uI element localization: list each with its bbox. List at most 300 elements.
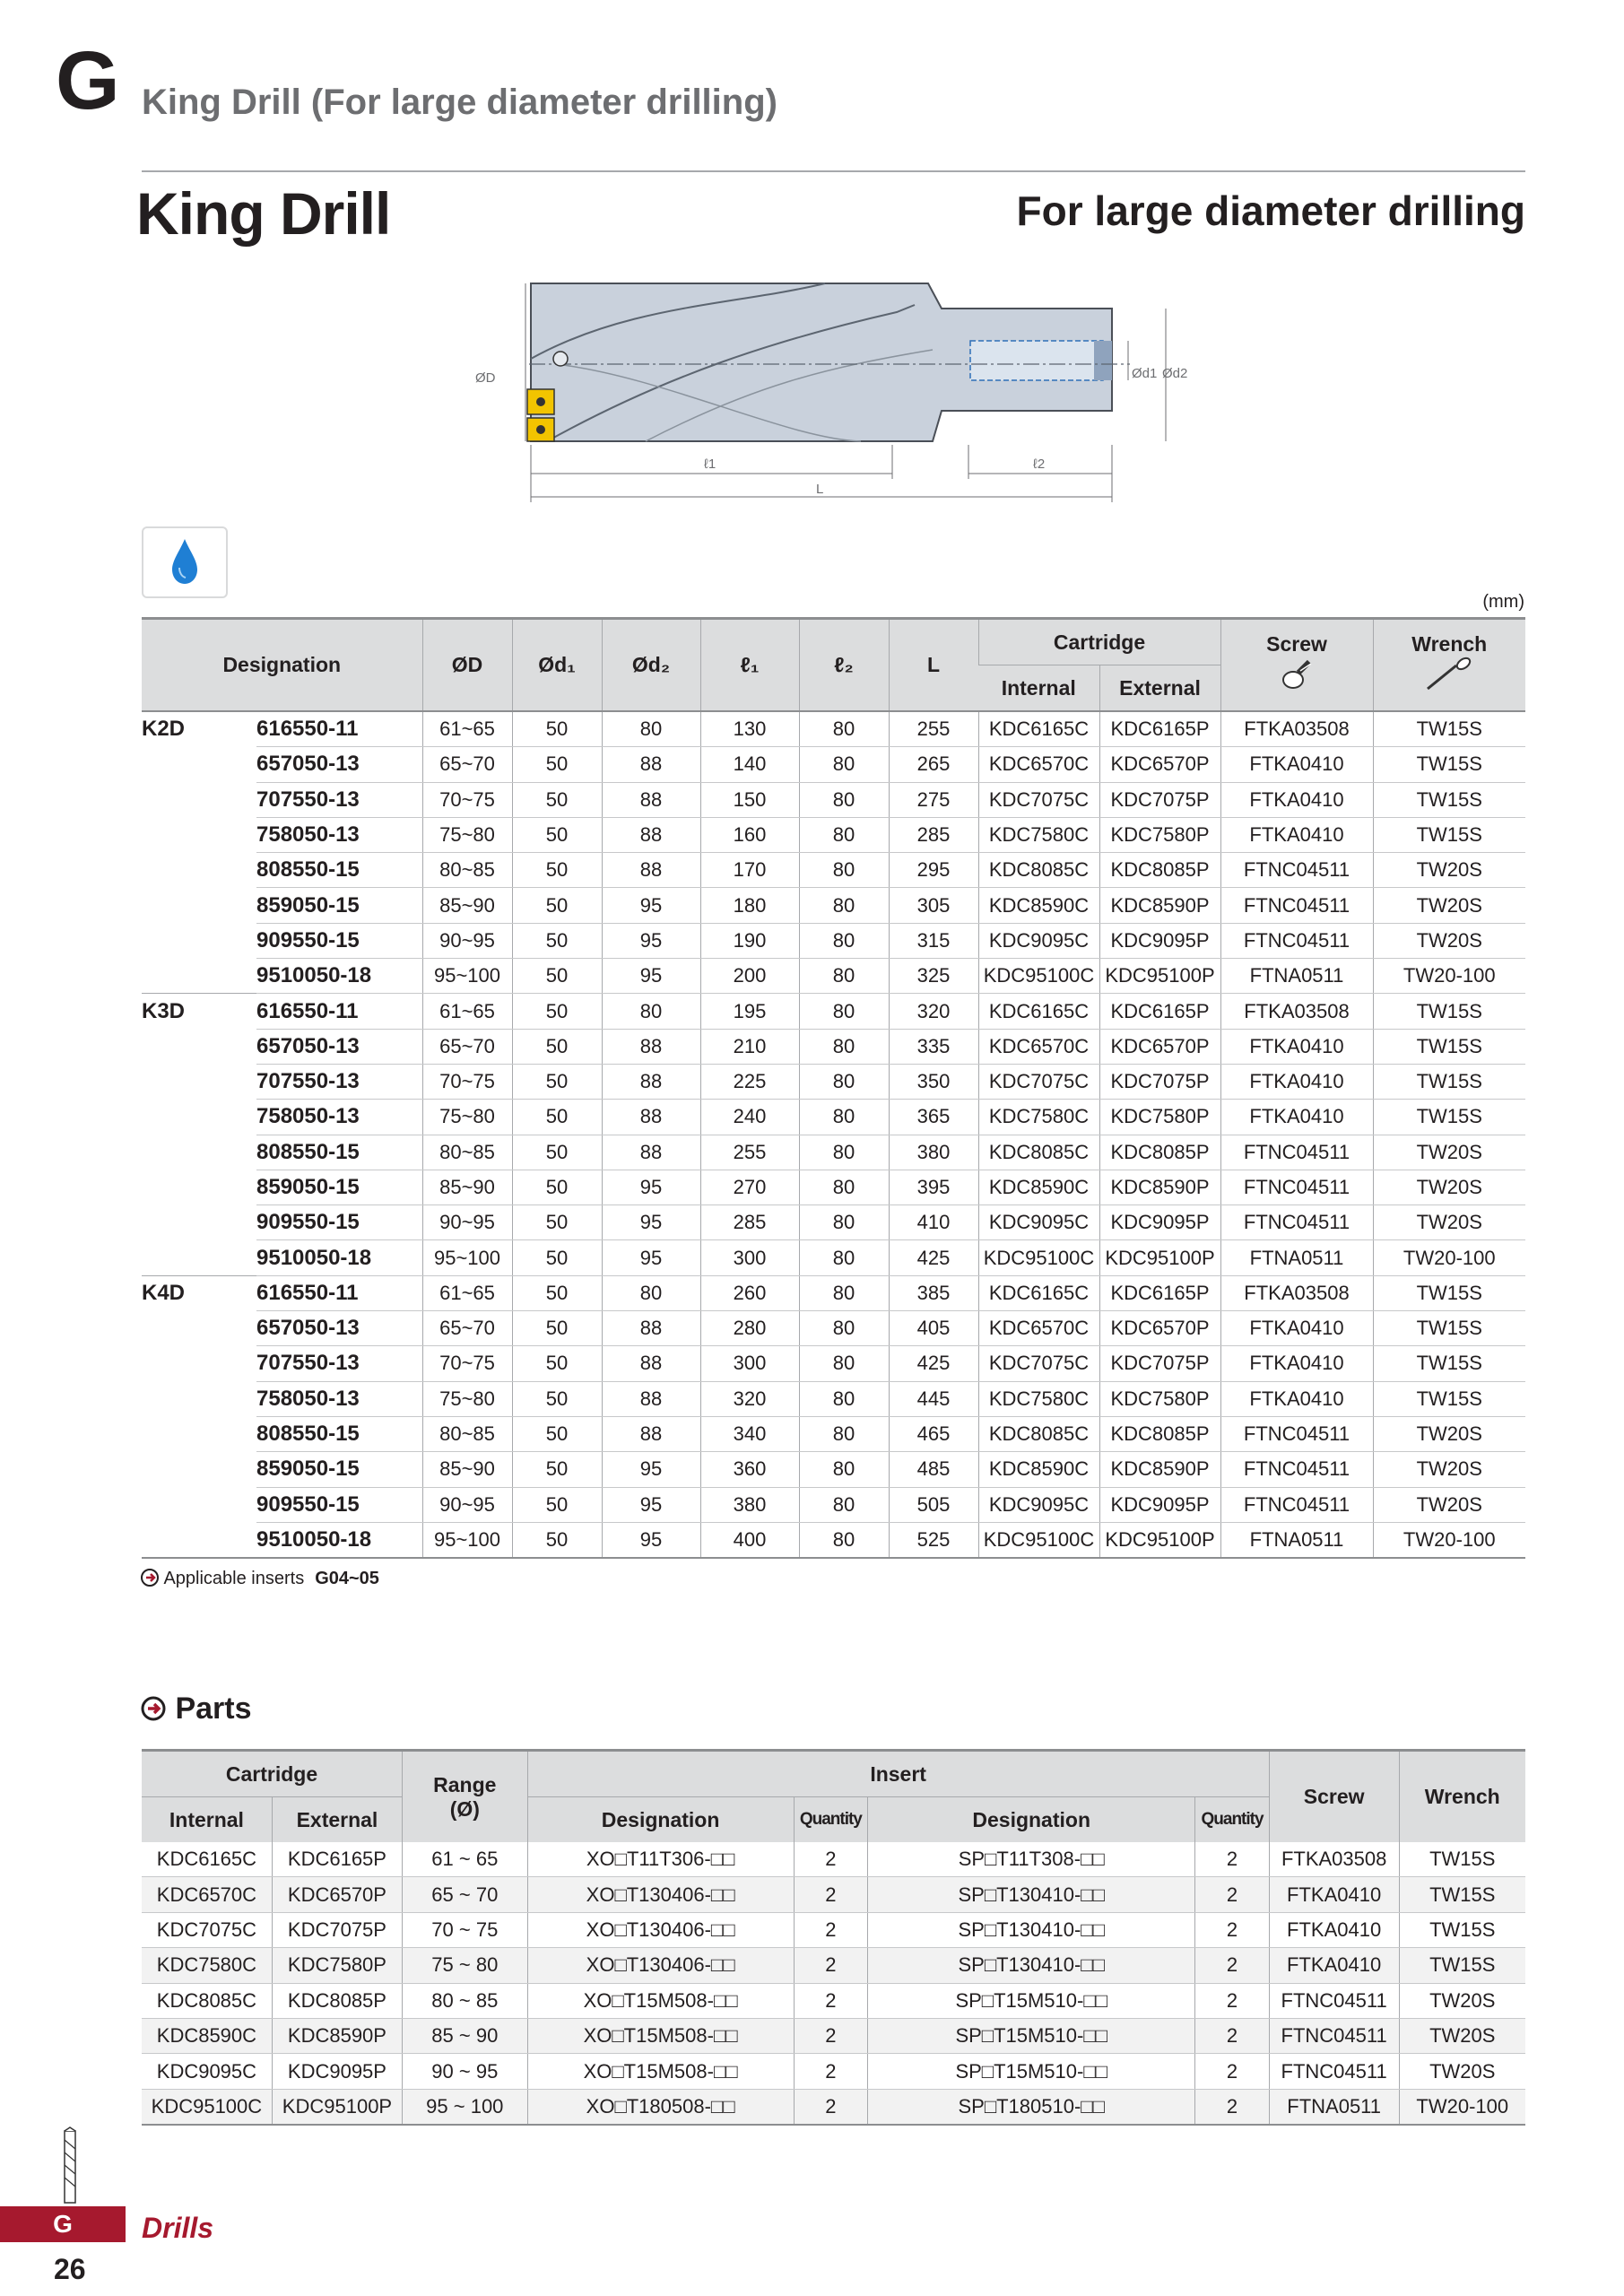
cell-quantity-2: 2	[1195, 1842, 1269, 1877]
cell-wrench: TW15S	[1373, 711, 1525, 747]
spec-row	[142, 1452, 1525, 1487]
spec-row	[142, 1487, 1525, 1522]
series-label	[142, 1346, 256, 1381]
cell-diameter-d2: 80	[602, 711, 700, 747]
cell-screw: FTKA03508	[1220, 711, 1373, 747]
cell-quantity-2: 2	[1195, 1948, 1269, 1983]
cell-wrench: TW20S	[1399, 1983, 1525, 2018]
cell-designation-code: 808550-15	[256, 1416, 422, 1451]
col-cartridge-internal: Internal	[978, 665, 1099, 712]
cell-length-L: 255	[889, 711, 978, 747]
cell-cartridge-external: KDC95100P	[272, 2089, 402, 2125]
spec-row	[142, 747, 1525, 782]
cell-cartridge-external: KDC6165P	[1099, 1275, 1220, 1310]
spec-row	[142, 1205, 1525, 1240]
cell-wrench: TW15S	[1373, 782, 1525, 817]
cell-cartridge-internal: KDC9095C	[142, 2054, 272, 2089]
cell-diameter-d2: 80	[602, 994, 700, 1029]
spec-row	[142, 1346, 1525, 1381]
series-label	[142, 1029, 256, 1064]
parts-row	[142, 1912, 1525, 1947]
cell-length-l1: 300	[700, 1346, 799, 1381]
cell-wrench: TW15S	[1399, 1948, 1525, 1983]
cell-screw: FTKA0410	[1269, 1877, 1399, 1912]
cell-designation-code: 707550-13	[256, 782, 422, 817]
cell-diameter-D: 85~90	[422, 1170, 512, 1205]
cell-cartridge-external: KDC8085P	[272, 1983, 402, 2018]
cell-diameter-D: 65~70	[422, 1029, 512, 1064]
series-label	[142, 1381, 256, 1416]
applicable-inserts-note	[140, 1568, 379, 1589]
cell-diameter-d1: 50	[512, 1381, 602, 1416]
cell-length-l1: 285	[700, 1205, 799, 1240]
cell-cartridge-external: KDC95100P	[1099, 959, 1220, 994]
parts-row	[142, 1983, 1525, 2018]
cell-insert-designation-2: SP□T180510-□□	[868, 2089, 1195, 2125]
section-title: King Drill (For large diameter drilling)	[142, 83, 777, 122]
cell-cartridge-internal: KDC95100C	[978, 959, 1099, 994]
series-label	[142, 1205, 256, 1240]
series-label	[142, 782, 256, 817]
cell-diameter-d2: 88	[602, 1416, 700, 1451]
spec-row	[142, 1381, 1525, 1416]
cell-length-l2: 80	[799, 888, 889, 923]
spec-row	[142, 959, 1525, 994]
cell-diameter-d1: 50	[512, 1311, 602, 1346]
cell-cartridge-internal: KDC6165C	[978, 1275, 1099, 1310]
cell-cartridge-external: KDC7580P	[1099, 817, 1220, 852]
cell-length-l2: 80	[799, 1064, 889, 1099]
cell-insert-designation-2: SP□T15M510-□□	[868, 1983, 1195, 2018]
cell-cartridge-internal: KDC9095C	[978, 1487, 1099, 1522]
cell-cartridge-external: KDC8085P	[1099, 1135, 1220, 1170]
spec-row	[142, 888, 1525, 923]
cell-diameter-d2: 95	[602, 888, 700, 923]
cell-cartridge-internal: KDC95100C	[978, 1240, 1099, 1275]
series-label: K4D	[142, 1275, 256, 1310]
cell-diameter-d2: 95	[602, 923, 700, 958]
series-label	[142, 1170, 256, 1205]
cell-length-l2: 80	[799, 1029, 889, 1064]
cell-length-l2: 80	[799, 1240, 889, 1275]
cell-cartridge-internal: KDC6165C	[142, 1842, 272, 1877]
cell-wrench: TW20-100	[1399, 2089, 1525, 2125]
cell-diameter-d1: 50	[512, 1487, 602, 1522]
cell-diameter-d1: 50	[512, 1100, 602, 1135]
cell-cartridge-internal: KDC6570C	[978, 747, 1099, 782]
cell-screw: FTKA0410	[1220, 747, 1373, 782]
cell-screw: FTNA0511	[1269, 2089, 1399, 2125]
cell-range: 75 ~ 80	[403, 1948, 527, 1983]
cell-diameter-D: 61~65	[422, 711, 512, 747]
cell-length-l2: 80	[799, 1100, 889, 1135]
applicable-inserts-pages[interactable]: G04~05	[315, 1569, 379, 1588]
cell-length-L: 275	[889, 782, 978, 817]
series-label	[142, 888, 256, 923]
cell-range: 61 ~ 65	[403, 1842, 527, 1877]
cell-length-l1: 140	[700, 747, 799, 782]
spec-row	[142, 1522, 1525, 1558]
cell-diameter-D: 75~80	[422, 1100, 512, 1135]
cell-diameter-d2: 95	[602, 959, 700, 994]
cell-cartridge-internal: KDC9095C	[978, 923, 1099, 958]
cell-cartridge-external: KDC6570P	[1099, 1311, 1220, 1346]
cell-length-L: 425	[889, 1346, 978, 1381]
cell-length-L: 380	[889, 1135, 978, 1170]
cell-diameter-D: 65~70	[422, 747, 512, 782]
cell-cartridge-internal: KDC6165C	[978, 711, 1099, 747]
cell-screw: FTNA0511	[1220, 1240, 1373, 1275]
cell-screw: FTKA03508	[1220, 1275, 1373, 1310]
cell-cartridge-internal: KDC95100C	[142, 2089, 272, 2125]
coolant-through-badge	[142, 526, 228, 598]
cell-diameter-d2: 88	[602, 1346, 700, 1381]
range-header-unit: (Ø)	[449, 1796, 480, 1821]
cell-wrench: TW20S	[1399, 2054, 1525, 2089]
cell-diameter-d1: 50	[512, 1275, 602, 1310]
cell-length-l2: 80	[799, 1416, 889, 1451]
cell-range: 70 ~ 75	[403, 1912, 527, 1947]
cell-quantity-1: 2	[794, 2054, 867, 2089]
col-parts-range	[403, 1751, 527, 1843]
cell-length-l1: 400	[700, 1522, 799, 1558]
range-header-label: Range	[433, 1772, 497, 1796]
cell-designation-code: 707550-13	[256, 1064, 422, 1099]
cell-cartridge-external: KDC8590P	[1099, 1452, 1220, 1487]
series-label	[142, 1240, 256, 1275]
cell-length-l2: 80	[799, 1275, 889, 1310]
series-label: K2D	[142, 717, 186, 742]
cell-screw: FTKA0410	[1220, 817, 1373, 852]
cell-wrench: TW15S	[1373, 1064, 1525, 1099]
cell-wrench: TW15S	[1399, 1912, 1525, 1947]
cell-quantity-1: 2	[794, 1948, 867, 1983]
cell-cartridge-external: KDC7580P	[1099, 1100, 1220, 1135]
cell-screw: FTKA0410	[1220, 1064, 1373, 1099]
svg-text:ØD: ØD	[475, 370, 496, 386]
series-label	[142, 1064, 256, 1099]
cell-cartridge-internal: KDC95100C	[978, 1522, 1099, 1558]
cell-length-l2: 80	[799, 1522, 889, 1558]
cell-length-l1: 170	[700, 853, 799, 888]
cell-wrench: TW15S	[1373, 1381, 1525, 1416]
series-label	[142, 1135, 256, 1170]
parts-table	[142, 1749, 1525, 2126]
cell-length-L: 410	[889, 1205, 978, 1240]
cell-cartridge-external: KDC95100P	[1099, 1522, 1220, 1558]
col-length-l1: ℓ₁	[700, 619, 799, 712]
parts-row	[142, 2089, 1525, 2125]
cell-cartridge-internal: KDC7580C	[978, 1381, 1099, 1416]
cell-designation-code: 9510050-18	[256, 959, 422, 994]
cell-cartridge-external: KDC95100P	[1099, 1240, 1220, 1275]
cell-screw: FTKA0410	[1220, 1346, 1373, 1381]
cell-designation-code: 909550-15	[256, 923, 422, 958]
cell-diameter-d2: 88	[602, 1029, 700, 1064]
cell-diameter-d2: 88	[602, 1311, 700, 1346]
cell-quantity-2: 2	[1195, 2089, 1269, 2125]
cell-wrench: TW20S	[1373, 1170, 1525, 1205]
cell-wrench: TW20S	[1399, 2018, 1525, 2053]
cell-wrench: TW15S	[1373, 747, 1525, 782]
cell-length-L: 335	[889, 1029, 978, 1064]
spec-row	[142, 1029, 1525, 1064]
cell-screw: FTKA0410	[1269, 1948, 1399, 1983]
cell-designation-code: 9510050-18	[256, 1522, 422, 1558]
cell-screw: FTKA0410	[1220, 782, 1373, 817]
parts-row	[142, 1842, 1525, 1877]
cell-length-l1: 280	[700, 1311, 799, 1346]
cell-range: 90 ~ 95	[403, 2054, 527, 2089]
cell-insert-designation-2: SP□T15M510-□□	[868, 2054, 1195, 2089]
cell-diameter-d2: 88	[602, 782, 700, 817]
col-parts-cartridge: Cartridge	[142, 1751, 403, 1797]
cell-cartridge-internal: KDC7580C	[142, 1948, 272, 1983]
parts-title-label: Parts	[175, 1692, 252, 1726]
cell-cartridge-internal: KDC6570C	[978, 1029, 1099, 1064]
cell-length-L: 485	[889, 1452, 978, 1487]
cell-cartridge-external: KDC8590P	[1099, 888, 1220, 923]
cell-designation-code: 859050-15	[256, 1170, 422, 1205]
cell-designation-code: 657050-13	[256, 1311, 422, 1346]
cell-length-L: 385	[889, 1275, 978, 1310]
cell-diameter-d2: 88	[602, 853, 700, 888]
spec-table-body	[142, 711, 1525, 1558]
cell-quantity-2: 2	[1195, 2054, 1269, 2089]
cell-length-L: 425	[889, 1240, 978, 1275]
svg-text:L: L	[816, 482, 824, 497]
col-parts-quantity-1: Quantity	[794, 1797, 867, 1843]
svg-text:ℓ2: ℓ2	[1033, 457, 1046, 472]
cell-diameter-d2: 95	[602, 1240, 700, 1275]
cell-cartridge-internal: KDC7075C	[142, 1912, 272, 1947]
cell-diameter-d1: 50	[512, 959, 602, 994]
cell-length-L: 465	[889, 1416, 978, 1451]
cell-length-l2: 80	[799, 1381, 889, 1416]
cell-screw: FTNC04511	[1269, 1983, 1399, 2018]
cell-wrench: TW20S	[1373, 1135, 1525, 1170]
cell-diameter-D: 85~90	[422, 888, 512, 923]
cell-diameter-D: 90~95	[422, 1205, 512, 1240]
cell-diameter-D: 70~75	[422, 1064, 512, 1099]
series-label	[142, 853, 256, 888]
cell-wrench: TW15S	[1373, 1311, 1525, 1346]
cell-wrench: TW20S	[1373, 1205, 1525, 1240]
series-label: K3D	[142, 994, 256, 1029]
spec-row	[142, 923, 1525, 958]
cell-diameter-D: 70~75	[422, 782, 512, 817]
parts-row	[142, 2054, 1525, 2089]
cell-length-L: 285	[889, 817, 978, 852]
cell-screw: FTKA03508	[1269, 1842, 1399, 1877]
cell-insert-designation-1: XO□T130406-□□	[527, 1877, 794, 1912]
col-length-l2: ℓ₂	[799, 619, 889, 712]
series-label	[142, 1522, 256, 1558]
screw-icon	[1279, 657, 1315, 692]
cell-designation-code: 9510050-18	[256, 1240, 422, 1275]
cell-wrench: TW20S	[1373, 888, 1525, 923]
parts-row	[142, 2018, 1525, 2053]
cell-cartridge-internal: KDC8590C	[142, 2018, 272, 2053]
applicable-inserts-label: Applicable inserts	[163, 1569, 305, 1588]
svg-text:Ød2: Ød2	[1162, 366, 1188, 381]
cell-cartridge-external: KDC8590P	[1099, 1170, 1220, 1205]
cell-insert-designation-2: SP□T130410-□□	[868, 1912, 1195, 1947]
col-parts-insert: Insert	[527, 1751, 1269, 1797]
cell-designation-code: 909550-15	[256, 1205, 422, 1240]
cell-screw: FTNC04511	[1220, 1416, 1373, 1451]
wrench-icon	[1422, 657, 1476, 692]
cell-diameter-d1: 50	[512, 923, 602, 958]
cell-quantity-1: 2	[794, 1912, 867, 1947]
cell-wrench: TW15S	[1373, 1100, 1525, 1135]
cell-quantity-2: 2	[1195, 2018, 1269, 2053]
cell-screw: FTNC04511	[1220, 1452, 1373, 1487]
cell-screw: FTKA0410	[1220, 1100, 1373, 1135]
cell-designation-code: 859050-15	[256, 1452, 422, 1487]
spec-table	[142, 617, 1525, 1559]
cell-diameter-D: 70~75	[422, 1346, 512, 1381]
cell-wrench: TW20-100	[1373, 1522, 1525, 1558]
cell-length-l1: 180	[700, 888, 799, 923]
parts-table-body	[142, 1842, 1525, 2125]
cell-cartridge-external: KDC9095P	[1099, 923, 1220, 958]
cell-quantity-1: 2	[794, 1877, 867, 1912]
cell-screw: FTNC04511	[1269, 2018, 1399, 2053]
cell-quantity-1: 2	[794, 1842, 867, 1877]
col-parts-external: External	[272, 1797, 402, 1843]
cell-range: 80 ~ 85	[403, 1983, 527, 2018]
cell-quantity-1: 2	[794, 2018, 867, 2053]
cell-diameter-D: 95~100	[422, 1522, 512, 1558]
cell-designation-code: 808550-15	[256, 853, 422, 888]
cell-cartridge-internal: KDC8590C	[978, 1170, 1099, 1205]
arrow-circle-icon	[140, 1695, 167, 1722]
cell-insert-designation-1: XO□T15M508-□□	[527, 2054, 794, 2089]
drill-diagram	[448, 269, 1188, 511]
spec-row	[142, 1240, 1525, 1275]
cell-diameter-d2: 80	[602, 1275, 700, 1310]
cell-length-l1: 255	[700, 1135, 799, 1170]
cell-diameter-d1: 50	[512, 1064, 602, 1099]
cell-designation-code: 657050-13	[256, 747, 422, 782]
cell-diameter-d2: 88	[602, 747, 700, 782]
col-parts-insert-designation-1: Designation	[527, 1797, 794, 1843]
cell-diameter-D: 90~95	[422, 1487, 512, 1522]
cell-length-l2: 80	[799, 853, 889, 888]
cell-length-L: 395	[889, 1170, 978, 1205]
parts-row	[142, 1948, 1525, 1983]
cell-diameter-D: 65~70	[422, 1311, 512, 1346]
footer-section-name: Drills	[142, 2212, 214, 2244]
series-label	[142, 747, 256, 782]
cell-length-l1: 150	[700, 782, 799, 817]
cell-length-l1: 380	[700, 1487, 799, 1522]
col-wrench	[1373, 619, 1525, 712]
cell-screw: FTNC04511	[1220, 853, 1373, 888]
cell-length-l2: 80	[799, 711, 889, 747]
spec-row	[142, 711, 1525, 747]
cell-cartridge-external: KDC6570P	[272, 1877, 402, 1912]
wrench-header-label: Wrench	[1411, 632, 1488, 656]
cell-diameter-d2: 95	[602, 1452, 700, 1487]
cell-cartridge-external: KDC6570P	[1099, 1029, 1220, 1064]
col-parts-screw: Screw	[1269, 1751, 1399, 1843]
cell-diameter-d2: 88	[602, 1100, 700, 1135]
cell-quantity-1: 2	[794, 1983, 867, 2018]
spec-row	[142, 1275, 1525, 1310]
cell-cartridge-external: KDC9095P	[1099, 1487, 1220, 1522]
cell-insert-designation-1: XO□T130406-□□	[527, 1912, 794, 1947]
cell-designation-code: 616550-11	[256, 711, 422, 747]
arrow-circle-icon	[140, 1568, 160, 1587]
cell-cartridge-external: KDC6165P	[272, 1842, 402, 1877]
cell-diameter-d1: 50	[512, 1452, 602, 1487]
cell-cartridge-external: KDC7075P	[272, 1912, 402, 1947]
cell-cartridge-internal: KDC9095C	[978, 1205, 1099, 1240]
cell-length-l1: 260	[700, 1275, 799, 1310]
cell-wrench: TW15S	[1399, 1842, 1525, 1877]
cell-cartridge-internal: KDC7580C	[978, 1100, 1099, 1135]
cell-cartridge-external: KDC7580P	[1099, 1381, 1220, 1416]
cell-diameter-d1: 50	[512, 994, 602, 1029]
screw-header-label: Screw	[1266, 632, 1327, 656]
cell-insert-designation-1: XO□T15M508-□□	[527, 1983, 794, 2018]
cell-length-L: 320	[889, 994, 978, 1029]
cell-length-l2: 80	[799, 817, 889, 852]
cell-screw: FTNC04511	[1220, 1487, 1373, 1522]
parts-row	[142, 1877, 1525, 1912]
drill-bit-icon	[61, 2127, 79, 2205]
cell-cartridge-external: KDC6570P	[1099, 747, 1220, 782]
page-number: 26	[54, 2253, 86, 2285]
cell-cartridge-external: KDC8085P	[1099, 853, 1220, 888]
cell-length-L: 505	[889, 1487, 978, 1522]
cell-diameter-d2: 95	[602, 1522, 700, 1558]
cell-cartridge-internal: KDC8085C	[978, 1135, 1099, 1170]
cell-screw: FTKA03508	[1220, 994, 1373, 1029]
cell-screw: FTNC04511	[1220, 923, 1373, 958]
cell-screw: FTNC04511	[1220, 1170, 1373, 1205]
col-parts-wrench: Wrench	[1399, 1751, 1525, 1843]
page-title: King Drill	[136, 180, 391, 247]
spec-row	[142, 782, 1525, 817]
cell-quantity-2: 2	[1195, 1877, 1269, 1912]
cell-length-l2: 80	[799, 994, 889, 1029]
cell-cartridge-internal: KDC8590C	[978, 888, 1099, 923]
cell-length-L: 315	[889, 923, 978, 958]
cell-diameter-D: 80~85	[422, 1416, 512, 1451]
cell-designation-code: 808550-15	[256, 1135, 422, 1170]
cell-length-l2: 80	[799, 747, 889, 782]
cell-cartridge-external: KDC7580P	[272, 1948, 402, 1983]
cell-diameter-D: 75~80	[422, 1381, 512, 1416]
svg-text:Ød1: Ød1	[1132, 366, 1158, 381]
col-designation: Designation	[142, 619, 422, 712]
cell-diameter-d1: 50	[512, 853, 602, 888]
cell-length-l1: 160	[700, 817, 799, 852]
cell-screw: FTKA0410	[1220, 1311, 1373, 1346]
cell-length-L: 405	[889, 1311, 978, 1346]
cell-insert-designation-1: XO□T15M508-□□	[527, 2018, 794, 2053]
cell-wrench: TW20-100	[1373, 959, 1525, 994]
cell-cartridge-external: KDC7075P	[1099, 1346, 1220, 1381]
cell-cartridge-external: KDC7075P	[1099, 1064, 1220, 1099]
col-cartridge-external: External	[1099, 665, 1220, 712]
cell-length-l2: 80	[799, 1346, 889, 1381]
col-diameter-d1: Ød₁	[512, 619, 602, 712]
cell-diameter-D: 61~65	[422, 994, 512, 1029]
